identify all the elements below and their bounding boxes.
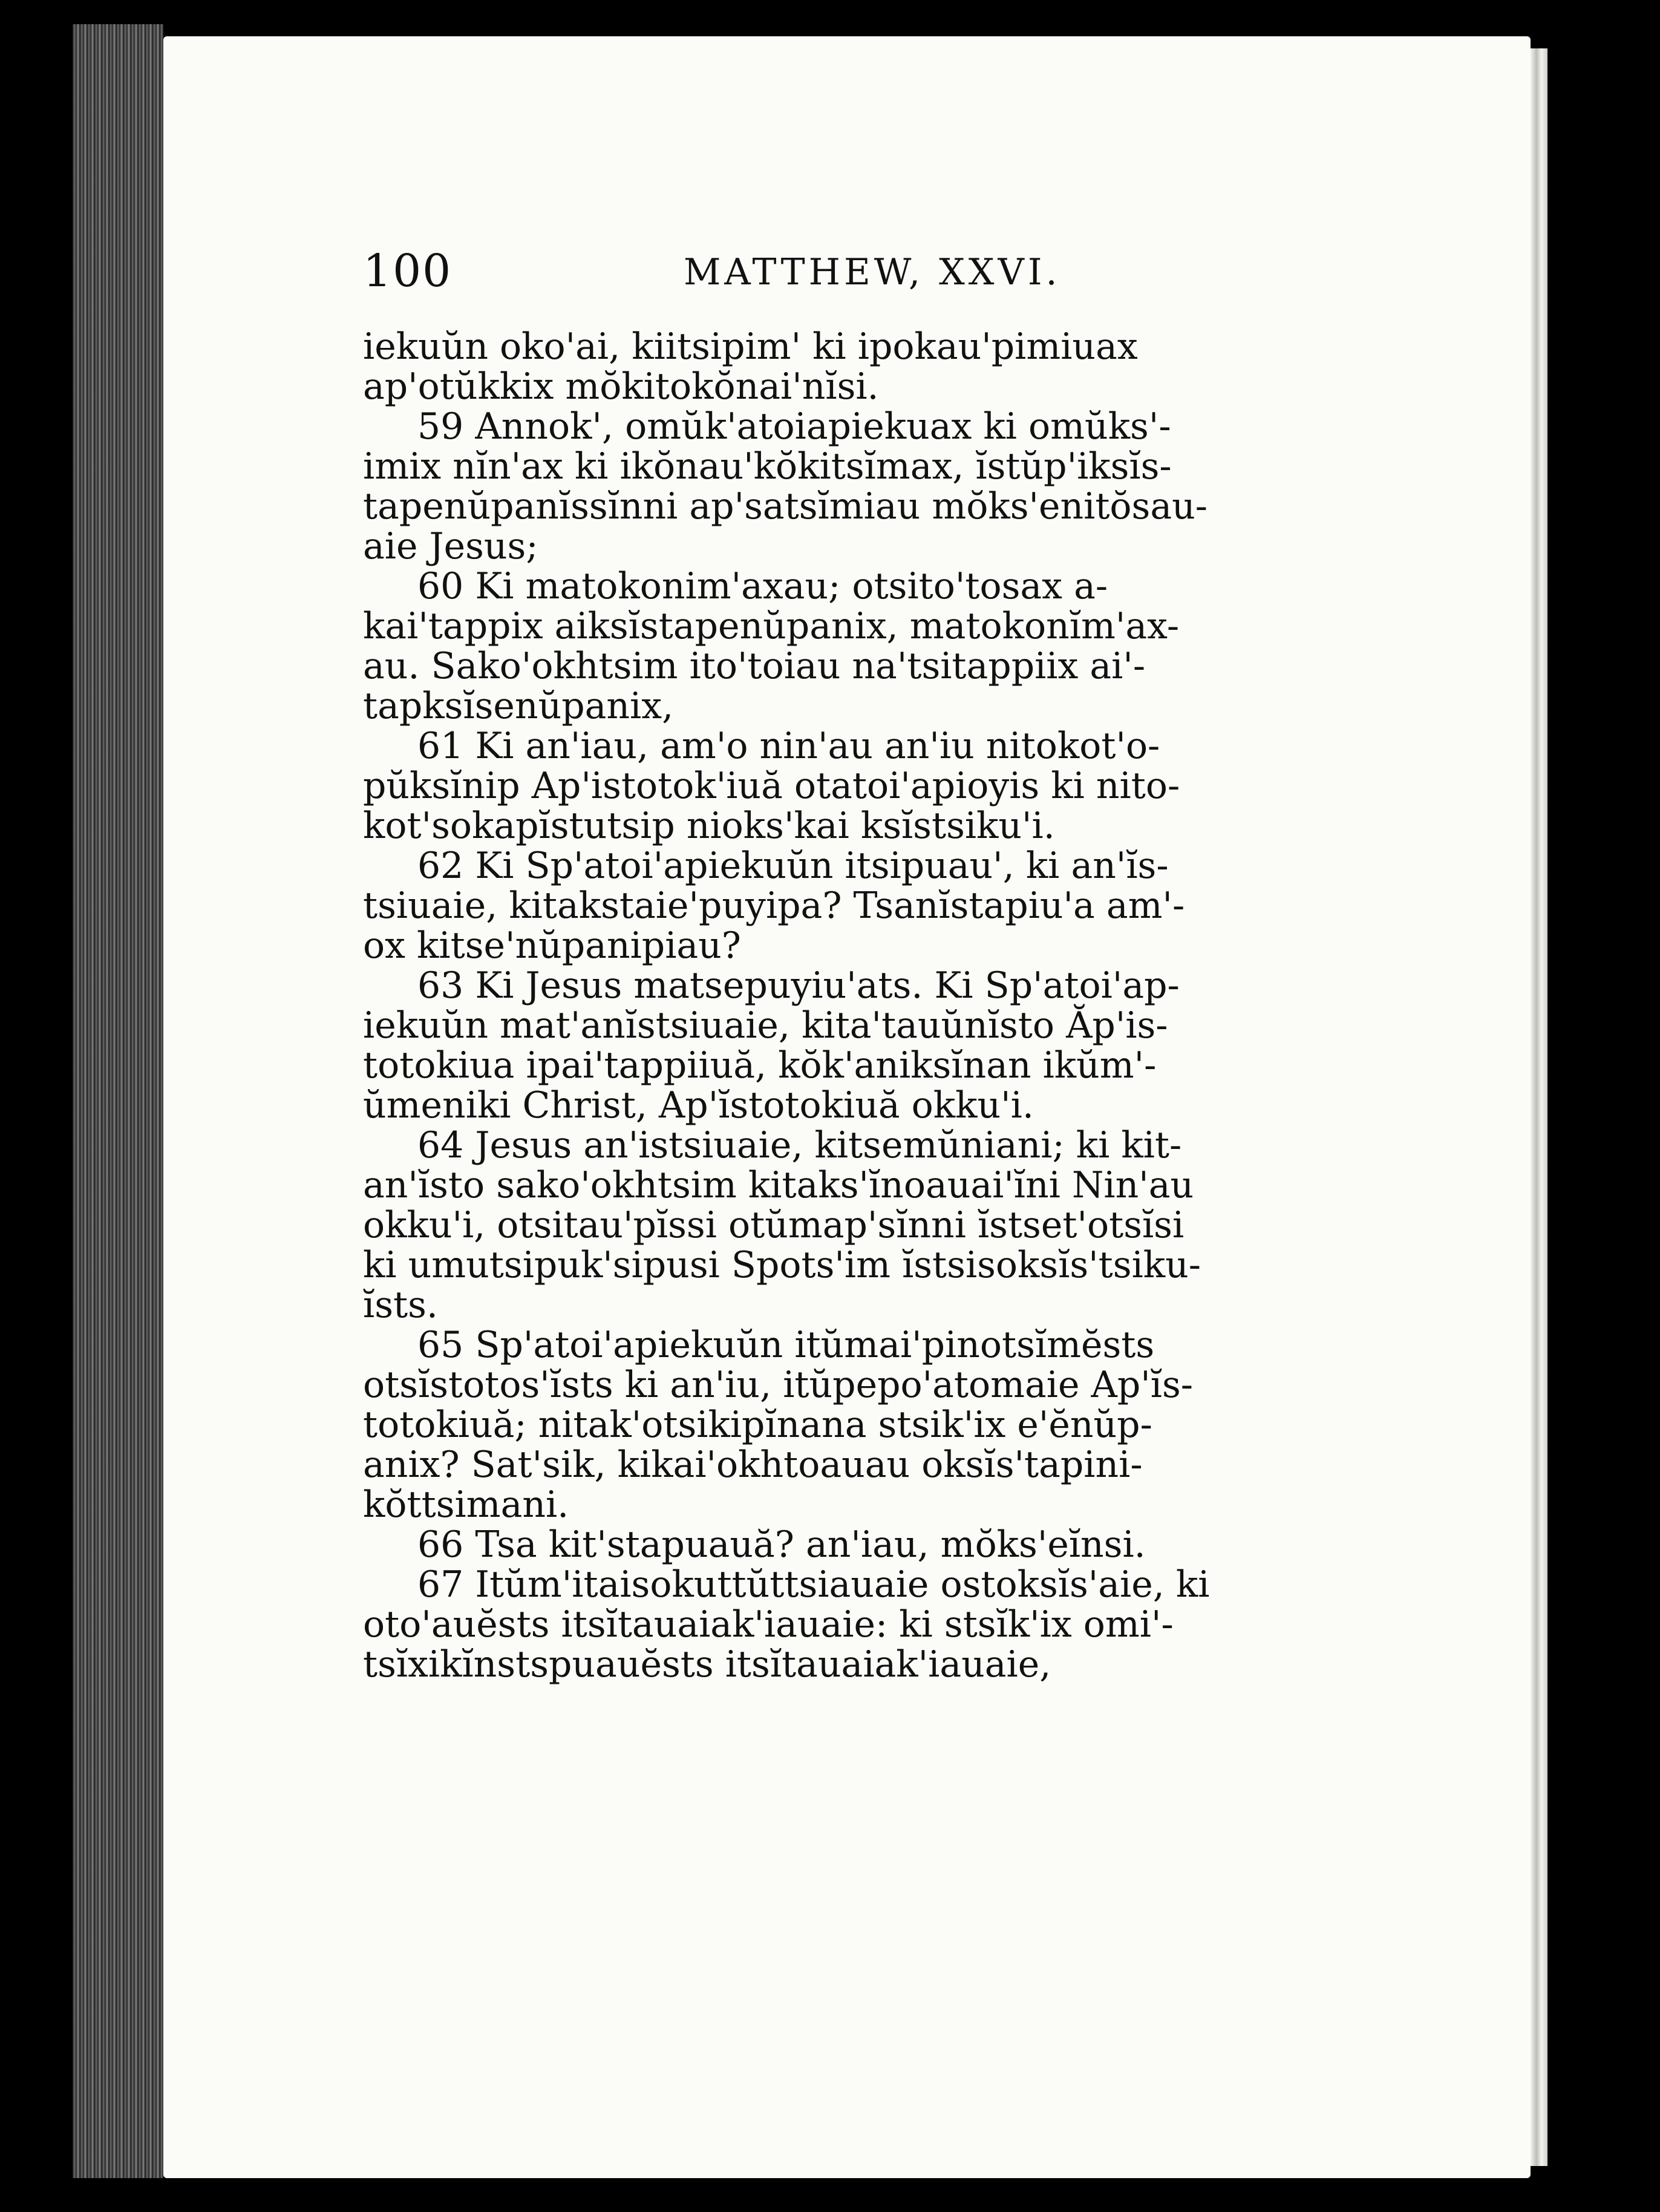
- book-spine: [73, 24, 163, 2178]
- text-line: iekuŭn mat'anĭstsiuaie, kita'tauŭnĭsto Ăp'is-: [363, 1004, 1168, 1047]
- page-number: 100: [363, 245, 453, 297]
- text-line: 61 Ki an'iau, am'o nin'au an'iu nitokot'o-: [417, 725, 1160, 767]
- text-line: otsĭstotos'ĭsts ki an'iu, itŭpepo'atomaie Ap'ĭs-: [363, 1364, 1194, 1406]
- page-header: [363, 245, 1355, 306]
- text-line: 64 Jesus an'istsiuaie, kitsemŭniani; ki kit-: [417, 1124, 1182, 1167]
- text-line: 65 Sp'atoi'apiekuŭn itŭmai'pinotsĭmĕsts: [417, 1324, 1155, 1366]
- text-line: au. Sako'okhtsim ito'toiau na'tsitappiix ai'-: [363, 645, 1146, 687]
- running-title: MATTHEW, XXVI.: [684, 251, 1061, 293]
- text-line: imix nĭn'ax ki ikŏnau'kŏkitsĭmax, ĭstŭp'iksĭs-: [363, 445, 1172, 488]
- text-line: anix? Sat'sik, kikai'okhtoauau oksĭs'tapini-: [363, 1444, 1143, 1486]
- text-line: tsiuaie, kitakstaie'puyipa? Tsanĭstapiu'a am'-: [363, 885, 1185, 927]
- text-line: oto'auĕsts itsĭtauaiak'iauaie: ki stsĭk'ix omi'-: [363, 1603, 1174, 1646]
- text-line: kŏttsimani.: [363, 1484, 569, 1526]
- text-line: 60 Ki matokonim'axau; otsito'tosax a-: [417, 565, 1108, 607]
- text-line: pŭksĭnip Ap'istotok'iuă otatoi'apioyis ki nito-: [363, 765, 1180, 807]
- text-line: kai'tappix aiksĭstapenŭpanix, matokonĭm'ax-: [363, 605, 1180, 647]
- text-line: ŭmeniki Christ, Ap'ĭstotokiuă okku'i.: [363, 1084, 1034, 1127]
- text-line: totokiua ipai'tappiiuă, kŏk'aniksĭnan ikŭm'-: [363, 1044, 1157, 1087]
- body-text: [363, 327, 1343, 1684]
- text-line: 67 Itŭm'itaisokuttŭttsiauaie ostoksĭs'aie, ki: [417, 1563, 1210, 1606]
- text-line: ox kitse'nŭpanipiau?: [363, 924, 741, 967]
- text-line: tapksĭsenŭpanix,: [363, 685, 674, 727]
- text-line: totokiuă; nitak'otsikipĭnana stsik'ix e'ĕnŭp-: [363, 1404, 1152, 1446]
- text-line: ap'otŭkkix mŏkitokŏnai'nĭsi.: [363, 365, 879, 408]
- text-line: tapenŭpanĭssĭnni ap'satsĭmiau mŏks'enitŏsau-: [363, 485, 1208, 528]
- text-line: 63 Ki Jesus matsepuyiu'ats. Ki Sp'atoi'ap-: [417, 964, 1180, 1007]
- text-line: ki umutsipuk'sipusi Spots'im ĭstsisoksĭs'tsiku-: [363, 1244, 1201, 1286]
- text-line: okku'i, otsitau'pĭssi otŭmap'sĭnni ĭstset'otsĭsi: [363, 1204, 1185, 1246]
- text-line: an'ĭsto sako'okhtsim kitaks'ĭnoauai'ĭni Nin'au: [363, 1164, 1194, 1206]
- text-line: tsĭxikĭnstspuauĕsts itsĭtauaiak'iauaie,: [363, 1643, 1051, 1686]
- page-edge: [1531, 48, 1547, 2166]
- text-line: ĭsts.: [363, 1284, 438, 1326]
- text-line: 62 Ki Sp'atoi'apiekuŭn itsipuau', ki an'ĭs-: [417, 845, 1169, 887]
- text-line: aie Jesus;: [363, 525, 538, 568]
- text-line: kot'sokapĭstutsip nioks'kai ksĭstsiku'i.: [363, 805, 1055, 847]
- text-line: 59 Annok', omŭk'atoiapiekuax ki omŭks'-: [417, 405, 1171, 448]
- text-line: 66 Tsa kit'stapuauă? an'iau, mŏks'eĭnsi.: [417, 1523, 1146, 1566]
- text-line: iekuŭn oko'ai, kiitsipim' ki ipokau'pimiuax: [363, 326, 1138, 368]
